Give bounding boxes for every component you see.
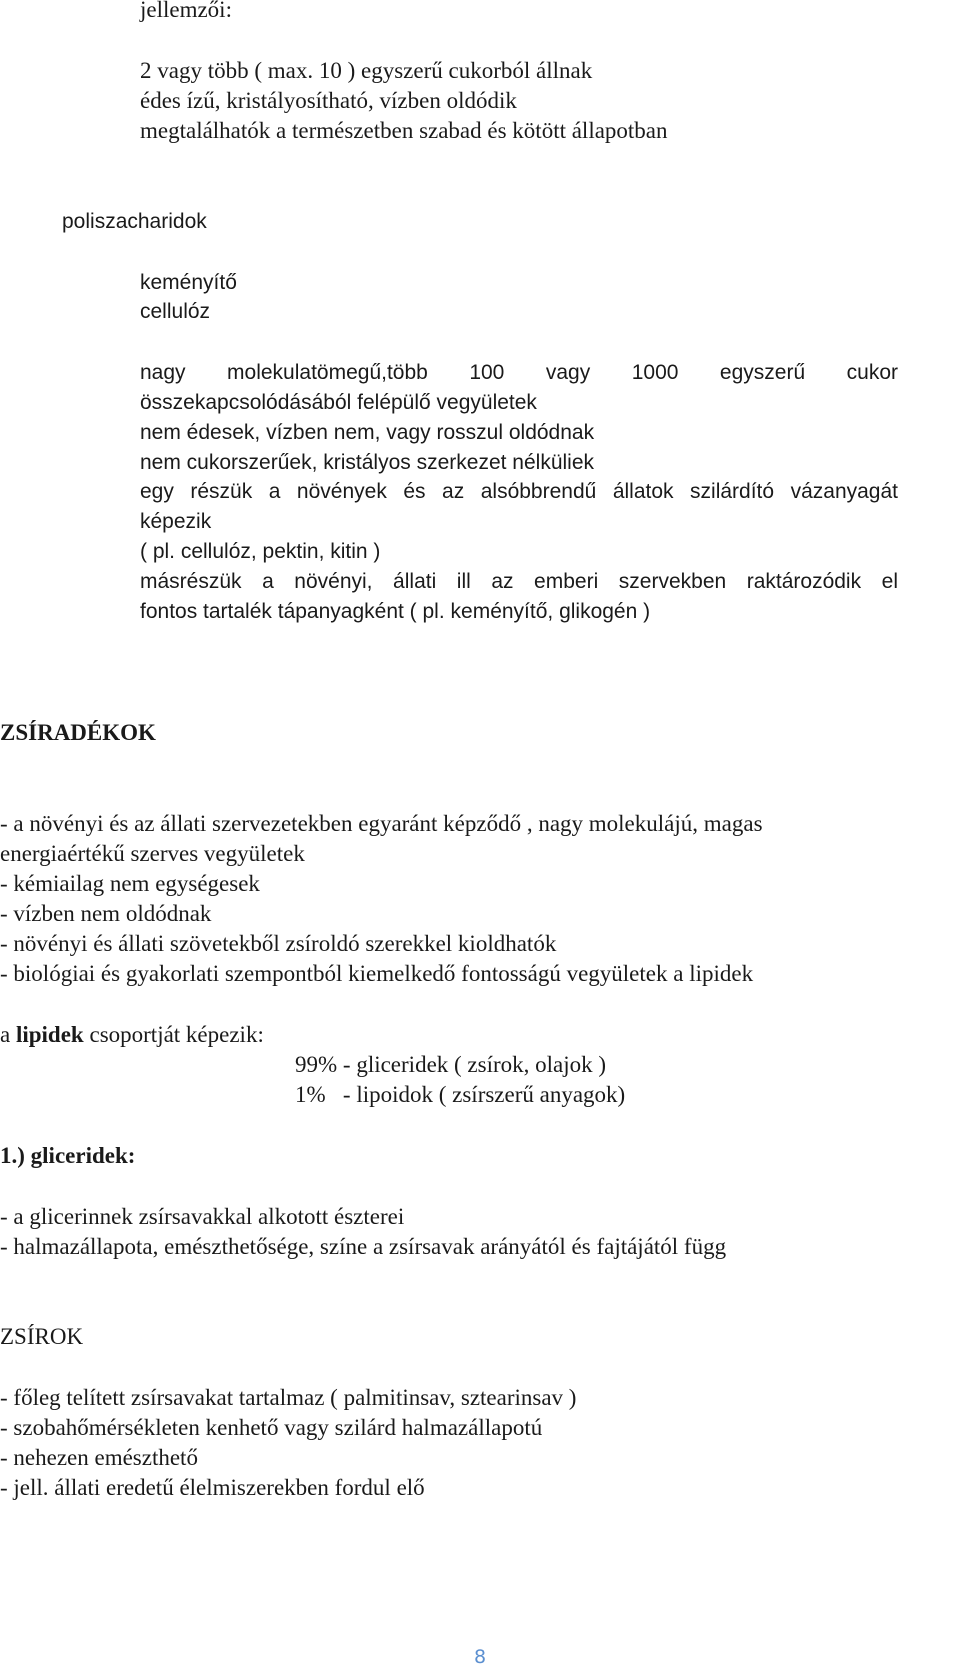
lipid-prefix: a <box>0 1022 16 1047</box>
zsiradekok-heading: ZSÍRADÉKOK <box>0 720 156 745</box>
intro-line: megtalálhatók a természetben szabad és kötött állapotban <box>140 118 668 143</box>
poli-title: poliszacharidok <box>62 210 207 233</box>
poli-desc-line: egy részük a növények és az alsóbbrendű állatok szilárdító vázanyagát <box>140 480 898 503</box>
zsirok-heading: ZSÍROK <box>0 1324 84 1349</box>
lipid-keyword: lipidek <box>15 1022 84 1047</box>
poli-desc-line: ( pl. cellulóz, pektin, kitin ) <box>140 540 381 563</box>
zsirok-line: - szobahőmérsékleten kenhető vagy szilárd halmazállapotú <box>0 1415 543 1440</box>
zsirok-line: - jell. állati eredetű élelmiszerekben fordul elő <box>0 1475 425 1500</box>
poli-desc-line: összekapcsolódásából felépülő vegyületek <box>140 391 537 414</box>
lipid-suffix: csoportját képezik: <box>83 1022 264 1047</box>
intro-heading: jellemzői: <box>140 0 232 22</box>
poli-desc-line: nagy molekulatömegű,több 100 vagy 1000 egyszerű cukor <box>140 361 898 384</box>
poli-desc-line: nem cukorszerűek, kristályos szerkezet nélküliek <box>140 451 595 474</box>
gliceridek-line: - halmazállapota, emészthetősége, színe a zsírsavak arányától és fajtájától függ <box>0 1234 727 1259</box>
zsirok-line: - nehezen emészthető <box>0 1445 198 1470</box>
lipid-share: 1% - lipoidok ( zsírszerű anyagok) <box>295 1082 626 1107</box>
page-number: 8 <box>473 1646 487 1668</box>
lipid-intro <box>0 1020 264 1050</box>
zsiradekok-line: - kémiailag nem egységesek <box>0 871 260 896</box>
gliceridek-line: - a glicerinnek zsírsavakkal alkotott észterei <box>0 1204 405 1229</box>
poli-item: cellulóz <box>140 300 211 323</box>
zsiradekok-line: - a növényi és az állati szervezetekben egyaránt képződő , nagy molekulájú, magas <box>0 811 763 836</box>
intro-line: édes ízű, kristályosítható, vízben oldódik <box>140 88 517 113</box>
gliceridek-heading: 1.) gliceridek: <box>0 1143 136 1168</box>
poli-desc-line: másrészük a növényi, állati ill az emberi szervekben raktározódik el <box>140 570 898 593</box>
zsiradekok-line: - biológiai és gyakorlati szempontból kiemelkedő fontosságú vegyületek a lipidek <box>0 961 754 986</box>
zsiradekok-line: - növényi és állati szövetekből zsíroldó szerekkel kioldhatók <box>0 931 557 956</box>
intro-line: 2 vagy több ( max. 10 ) egyszerű cukorból állnak <box>140 58 593 83</box>
lipid-share: 99% - gliceridek ( zsírok, olajok ) <box>295 1052 607 1077</box>
zsiradekok-line: energiaértékű szerves vegyületek <box>0 841 305 866</box>
poli-item: keményítő <box>140 271 237 294</box>
poli-desc-line: fontos tartalék tápanyagként ( pl. keményítő, glikogén ) <box>140 600 651 623</box>
zsirok-line: - főleg telített zsírsavakat tartalmaz ( palmitinsav, sztearinsav ) <box>0 1385 577 1410</box>
poli-desc-line: nem édesek, vízben nem, vagy rosszul oldódnak <box>140 421 595 444</box>
zsiradekok-line: - vízben nem oldódnak <box>0 901 212 926</box>
poli-desc-line: képezik <box>140 510 212 533</box>
